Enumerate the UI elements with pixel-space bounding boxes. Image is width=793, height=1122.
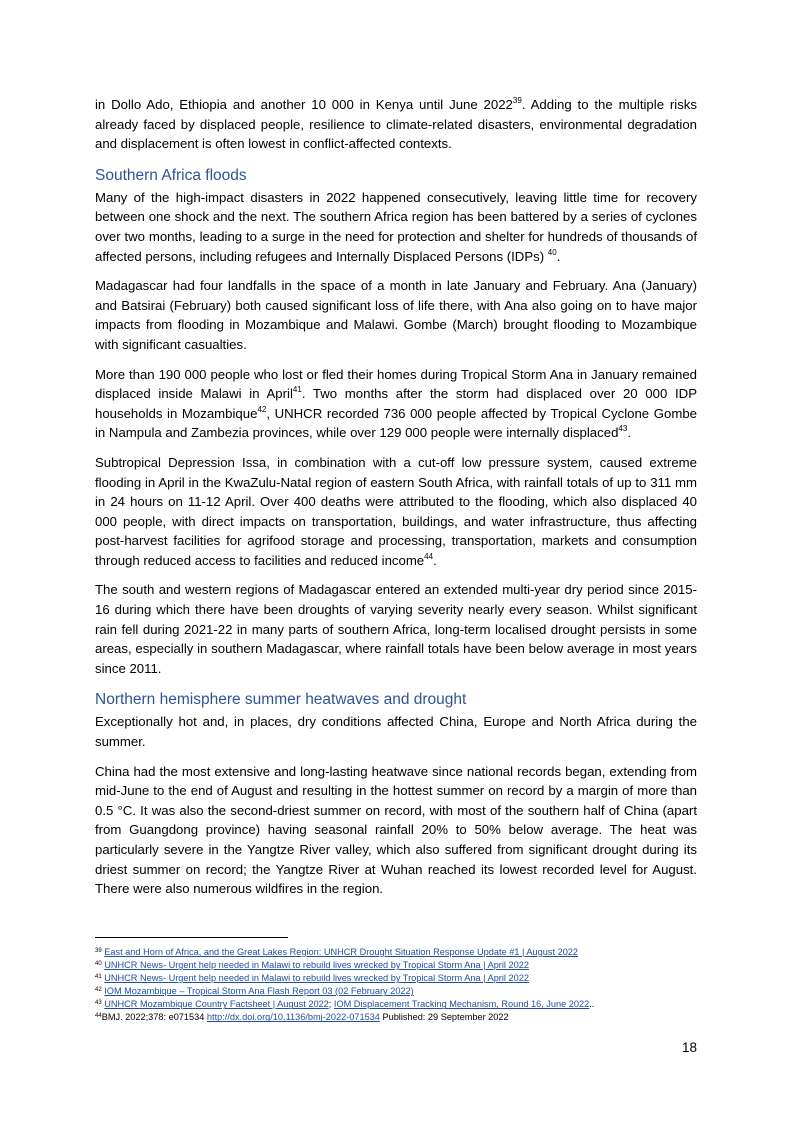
footnote-link[interactable]: UNHCR News- Urgent help needed in Malawi to rebuild lives wrecked by Tropical Storm Ana | April 2022	[104, 960, 529, 971]
footnote: $^{44}$BMJ. 2022;378: e071534 http://dx.doi.org/10.1136/bmj-2022-071534 Published: 29 September 2022	[95, 1012, 509, 1023]
footnote-ref[interactable]: 41	[292, 385, 302, 395]
footnote-link[interactable]: East and Horn of Africa, and the Great Lakes Region: UNHCR Drought Situation Response Update #1 | August 2022	[104, 947, 579, 957]
footnote-divider	[95, 937, 288, 938]
footnote-ref[interactable]: 42	[257, 404, 267, 414]
paragraph: The south and western regions of Madagascar entered an extended multi-year dry period since 2015-16 during which there have been droughts of varying severity nearly every season. Whilst significant rain fell during 2021-22 in many parts of southern Africa, long-term localised drought persists in some areas, especially in southern Madagascar, where rainfall totals have been below average in most years since 2011.	[95, 582, 697, 676]
footnote: $^{43}$ UNHCR Mozambique Country Factsheet | August 2022; IOM Displacement Tracking Mechanism, Round 16, June 2022..	[95, 999, 595, 1010]
footnote-link[interactable]: IOM Mozambique – Tropical Storm Ana Flash Report 03 (02 February 2022)	[104, 986, 414, 997]
footnote-link[interactable]: UNHCR Mozambique Country Factsheet | August 2022	[104, 999, 329, 1010]
footnote-ref[interactable]: 44	[424, 551, 434, 561]
page-number: 18	[681, 1040, 697, 1055]
section-heading: Northern hemisphere summer heatwaves and drought	[95, 691, 467, 709]
footnote-ref[interactable]: 39	[512, 96, 522, 105]
section-heading: Southern Africa floods	[95, 166, 247, 184]
footnote-link[interactable]: IOM Displacement Tracking Mechanism, Round 16, June 2022	[333, 999, 590, 1010]
footnote: $^{42}$ IOM Mozambique – Tropical Storm Ana Flash Report 03 (02 February 2022)	[95, 986, 414, 997]
paragraph: More than 190 000 people who lost or fled their homes during Tropical Storm Ana in January remained displaced inside Malawi in April$^{41}$. Two months after the storm had displaced over 20 000 IDP households in Mozambique$^{42}$, UNHCR recorded 736 000 people affected by Tropical Cyclone Gombe in Nampula and Zambezia provinces, while over 129 000 people were internally displaced$^{43}$.	[95, 366, 697, 441]
body-text	[95, 95, 697, 909]
footnote-ref[interactable]: 43	[618, 424, 628, 434]
footnote: $^{40}$ UNHCR News- Urgent help needed in Malawi to rebuild lives wrecked by Tropical Storm Ana | April 2022	[95, 960, 529, 971]
footnote: $^{39}$ East and Horn of Africa, and the Great Lakes Region: UNHCR Drought Situation Response Update #1 | August 2022	[95, 947, 579, 957]
paragraph: China had the most extensive and long-lasting heatwave since national records began, extending from mid-June to the end of August and resulting in the hottest summer on record by a margin of more than 0.5 °C. It was also the second-driest summer on record, with most of the southern half of China (apart from Guangdong province) having seasonal rainfall 20% to 50% below average. The heat was particularly severe in the Yangtze River valley, which also suffered from significant drought during its driest summer on record; the Yangtze River at Wuhan reached its lowest recorded level for August. There were also numerous wildfires in the region.	[95, 763, 697, 897]
paragraph: Madagascar had four landfalls in the space of a month in late January and February. Ana (January) and Batsirai (February) both caused significant loss of life there, with Ana also going on to have major impacts from flooding in Mozambique and Malawi. Gombe (March) brought flooding to Mozambique with significant casualties.	[95, 278, 697, 352]
footnote-link[interactable]: UNHCR News- Urgent help needed in Malawi to rebuild lives wrecked by Tropical Storm Ana | April 2022	[104, 973, 529, 984]
paragraph: Exceptionally hot and, in places, dry conditions affected China, Europe and North Africa during the summer.	[95, 714, 697, 750]
footnote-link[interactable]: http://dx.doi.org/10.1136/bmj-2022-071534	[206, 1012, 380, 1023]
paragraph: Many of the high-impact disasters in 2022 happened consecutively, leaving little time for recovery between one shock and the next. The southern Africa region has been battered by a series of cyclones over two months, leading to a surge in the need for protection and shelter for hundreds of thousands of affected persons, including refugees and Internally Displaced Persons (IDPs) $^{40}$.	[95, 189, 697, 264]
footnote-ref[interactable]: 40	[547, 247, 557, 257]
paragraph: in Dollo Ado, Ethiopia and another 10 000 in Kenya until June 2022$^{39}$. Adding to the multiple risks already faced by displaced people, resilience to climate-related disasters, environmental degradation and displacement is often lowest in conflict-affected contexts.	[95, 96, 697, 152]
paragraph: Subtropical Depression Issa, in combination with a cut-off low pressure system, caused extreme flooding in April in the KwaZulu-Natal region of eastern South Africa, with rainfall totals of up to 311 mm in 24 hours on 11-12 April. Over 400 deaths were attributed to the flooding, which also displaced 40 000 people, with direct impacts on transportation, buildings, and water infrastructure, thus affecting post-harvest facilities for agrifood storage and processing, transportation, markets and consumption through reduced access to facilities and reduced income$^{44}$.	[95, 454, 697, 568]
footnote: $^{41}$ UNHCR News- Urgent help needed in Malawi to rebuild lives wrecked by Tropical Storm Ana | April 2022	[95, 973, 529, 984]
footnotes	[95, 946, 697, 1025]
